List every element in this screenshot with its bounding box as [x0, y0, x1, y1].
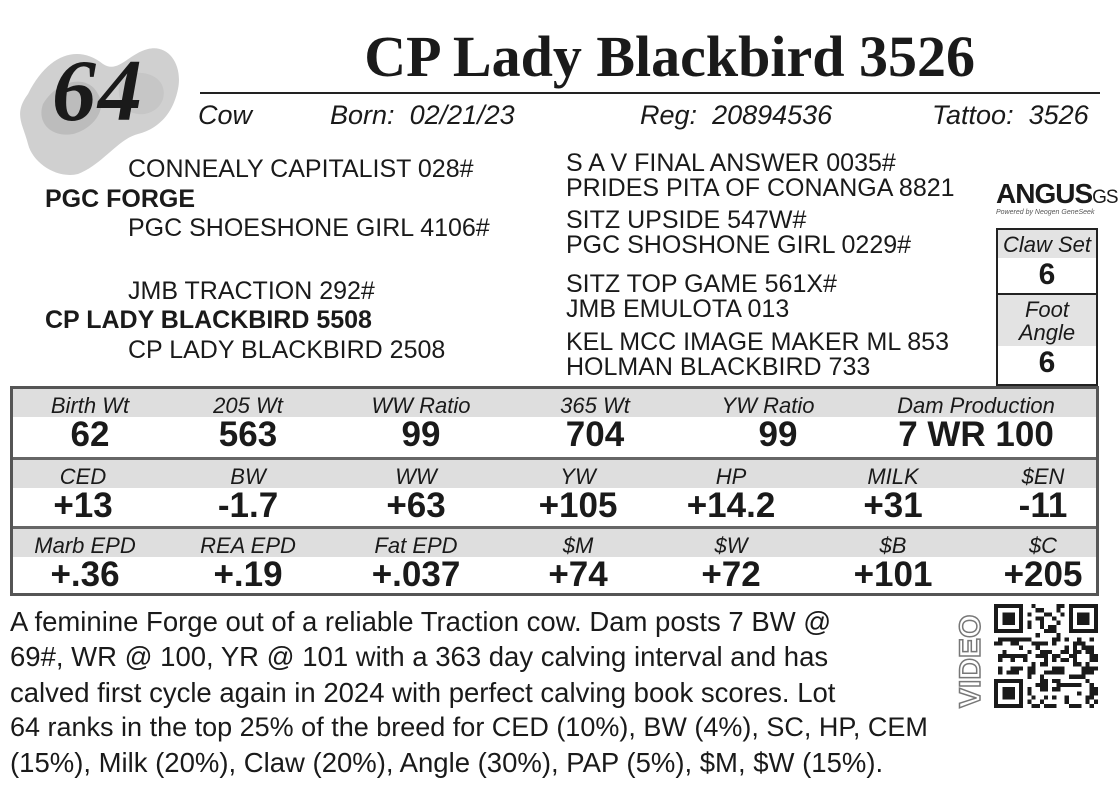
epd-value: +13: [53, 486, 113, 525]
perf-label: WW Ratio: [371, 393, 471, 418]
epd-label: BW: [230, 464, 266, 489]
epd-row-1: [13, 460, 1096, 526]
lot-number: 64: [52, 43, 144, 140]
epd-value: +.037: [371, 555, 461, 594]
epd-label: CED: [59, 464, 107, 489]
pedigree-dam-dam: CP LADY BLACKBIRD 2508: [128, 336, 446, 364]
video-label[interactable]: [952, 606, 988, 710]
perf-label: Dam Production: [897, 393, 1055, 418]
epd-value: +205: [1003, 555, 1083, 594]
perf-value: 99: [758, 415, 798, 454]
perf-label: 365 Wt: [560, 393, 630, 418]
sex-label: Cow: [198, 100, 253, 130]
angus-logo-brand: ANGUS: [996, 178, 1093, 209]
claw-set-value: 6: [1038, 258, 1056, 292]
pedigree-sire: PGC FORGE: [45, 185, 196, 213]
epd-label: HP: [715, 464, 747, 489]
perf-value: 7 WR 100: [898, 415, 1054, 454]
pedigree-ss-sire: S A V FINAL ANSWER 0035#: [566, 149, 896, 177]
epd-value: +74: [548, 555, 608, 594]
comment-line: 64 ranks in the top 25% of the breed for CED (10%), BW (4%), SC, HP, CEM: [10, 712, 928, 743]
reg-info: [640, 102, 832, 129]
tattoo-number: 3526: [1028, 100, 1089, 130]
epd-label: MILK: [867, 464, 919, 489]
epd-value: +63: [386, 486, 446, 525]
epd-label: $EN: [1021, 464, 1065, 489]
claw-set-label: Claw Set: [998, 230, 1096, 258]
pedigree-sire-dam: PGC SHOESHONE GIRL 4106#: [128, 214, 490, 242]
epd-value: -11: [1018, 486, 1068, 525]
epd-value: +101: [853, 555, 933, 594]
epd-label: $B: [879, 533, 907, 558]
foot-angle-value: 6: [1038, 346, 1056, 380]
angus-logo-suffix: GS: [1092, 187, 1118, 208]
pedigree-dam: CP LADY BLACKBIRD 5508: [45, 306, 372, 334]
tattoo-label: Tattoo:: [932, 100, 1014, 130]
born-label: Born:: [330, 100, 395, 130]
born-info: [330, 102, 515, 129]
title-divider: [200, 92, 1100, 94]
epd-label: Fat EPD: [374, 533, 458, 558]
animal-name: CP Lady Blackbird 3526: [364, 24, 975, 89]
epd-value: +31: [863, 486, 923, 525]
video-qr-code[interactable]: [994, 604, 1098, 708]
angus-logo-tagline: Powered by Neogen GeneSeek: [996, 209, 1095, 216]
pedigree-ds-dam: JMB EMULOTA 013: [566, 295, 790, 323]
foot-angle-label: Foot Angle: [998, 295, 1096, 346]
performance-row: [13, 389, 1096, 457]
epd-value: +.19: [213, 555, 283, 594]
epd-label: $C: [1028, 533, 1058, 558]
epd-value: -1.7: [217, 486, 279, 525]
epd-label: Marb EPD: [34, 533, 136, 558]
pedigree-ss-dam: PRIDES PITA OF CONANGA 8821: [566, 174, 955, 202]
perf-value: 704: [565, 415, 625, 454]
perf-value: 62: [70, 415, 110, 454]
born-date: 02/21/23: [409, 100, 515, 130]
pedigree-sire-sire: CONNEALY CAPITALIST 028#: [128, 155, 474, 183]
epd-label: $M: [562, 533, 594, 558]
epd-row-2: [13, 529, 1096, 596]
epd-label: $W: [714, 533, 748, 558]
epd-value: +72: [701, 555, 761, 594]
tattoo-info: [932, 102, 1089, 129]
comment-line: calved first cycle again in 2024 with perfect calving book scores. Lot: [10, 676, 836, 708]
reg-number: 20894536: [712, 100, 833, 130]
epd-value: +.36: [50, 555, 120, 594]
pedigree-dd-dam: HOLMAN BLACKBIRD 733: [566, 353, 871, 381]
pedigree-dd-sire: KEL MCC IMAGE MAKER ML 853: [566, 328, 949, 356]
perf-label: Birth Wt: [50, 393, 130, 418]
stats-table: [10, 386, 1099, 596]
epd-label: REA EPD: [200, 533, 296, 558]
pedigree-sd-dam: PGC SHOSHONE GIRL 0229#: [566, 231, 912, 259]
pedigree-ds-sire: SITZ TOP GAME 561X#: [566, 270, 837, 298]
perf-value: 99: [401, 415, 441, 454]
perf-value: 563: [218, 415, 278, 454]
comment-line: (15%), Milk (20%), Claw (20%), Angle (30%), PAP (5%), $M, $W (15%).: [10, 747, 884, 779]
angus-gs-logo: [996, 178, 1118, 216]
pedigree-sd-sire: SITZ UPSIDE 547W#: [566, 206, 807, 234]
structure-scores-box: [996, 228, 1098, 386]
epd-value: +14.2: [686, 486, 776, 525]
perf-label: YW Ratio: [721, 393, 815, 418]
epd-value: +105: [538, 486, 618, 525]
pedigree-dam-sire: JMB TRACTION 292#: [128, 277, 375, 305]
epd-label: WW: [395, 464, 437, 489]
comment-line: 69#, WR @ 100, YR @ 101 with a 363 day calving interval and has: [10, 641, 829, 673]
comment-line: A feminine Forge out of a reliable Traction cow. Dam posts 7 BW @: [10, 606, 832, 637]
epd-label: YW: [560, 464, 596, 489]
video-label-text: VIDEO: [954, 614, 987, 708]
lot-comments: [10, 604, 945, 781]
reg-label: Reg:: [640, 100, 698, 130]
perf-label: 205 Wt: [213, 393, 283, 418]
